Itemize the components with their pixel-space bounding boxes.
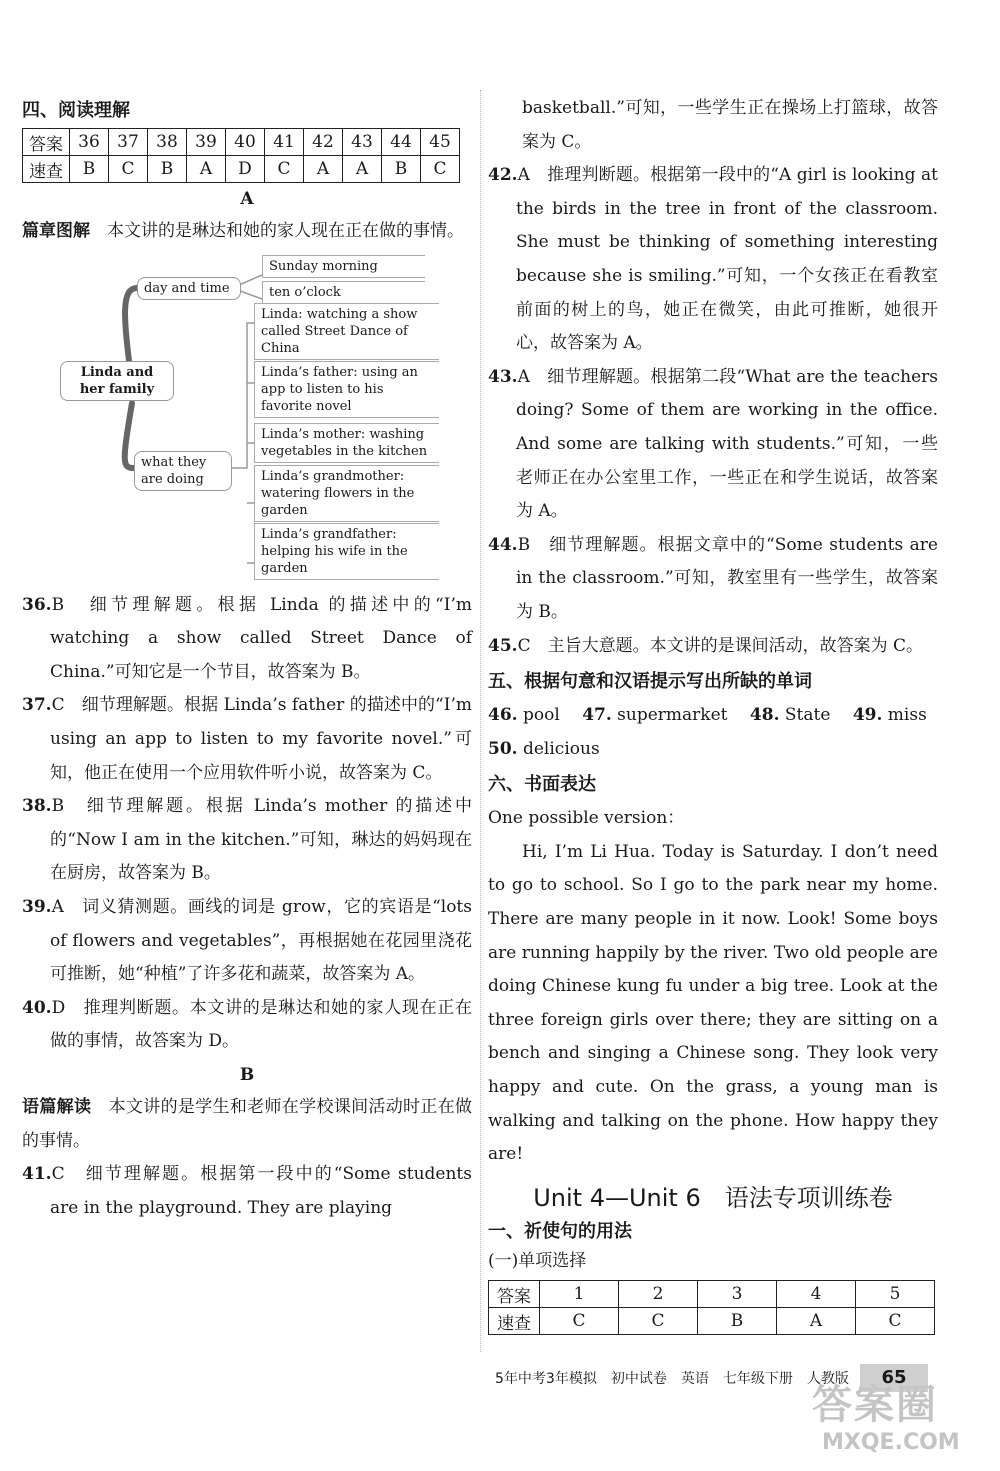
table-cell: C [265,156,304,183]
answer-text: C 细节理解题。根据 Linda’s father 的描述中的“I’m using an app to listen to my favorite novel.”可知，他正在使用一个应用软件听小说，故答案为 C。 [50,695,472,783]
answer-item-41-continued: basketball.”可知，一些学生正在操场上打篮球，故答案为 C。 [522,98,938,152]
table-cell: D [226,156,265,183]
table-cell: C [856,1308,935,1335]
question-number: 44. [488,534,518,555]
passage-b-intro [22,1091,472,1158]
table-cell: 4 [777,1281,856,1308]
mind-map-leaf: Linda’s grandmother: watering flowers in the garden [254,465,439,522]
question-number: 47. [582,705,612,726]
table-cell: 36 [70,129,109,156]
answer-item-41 [22,1158,472,1225]
vocab-answer: State [784,705,831,726]
answer-text: A 词义猜测题。画线的词是 grow，它的宾语是“lots of flowers and vegetables”，再根据她在花园里浇花可推断，她“种植”了许多花和蔬菜，故答案为 A。 [50,896,472,985]
page-number: 65 [860,1364,928,1392]
table-cell: 5 [856,1281,935,1308]
intro-text: 本文讲的是琳达和她的家人现在正在做的事情。 [107,221,464,241]
intro-label: 语篇解读 [22,1096,92,1117]
grammar-section-title: 一、祈使句的用法 [488,1220,632,1242]
mind-map-branch-time: day and time [137,277,241,300]
table-cell: 44 [382,129,421,156]
question-number: 36. [22,594,52,615]
unit-title: Unit 4—Unit 6 语法专项训练卷 [533,1183,893,1212]
table-cell: 37 [109,129,148,156]
answer-table-1-5 [488,1280,935,1335]
mind-map-leaf: Linda’s father: using an app to listen to his favorite novel [254,361,439,418]
table-row [489,1308,935,1335]
answer-item-39 [22,891,472,992]
question-number: 41. [22,1164,52,1185]
table-cell: A [304,156,343,183]
table-cell: B [70,156,109,183]
answer-item-44 [488,529,938,630]
table-cell: A [777,1308,856,1335]
answer-text: A 细节理解题。根据第二段“What are the teachers doing? Some of them are working in the office. And some are talking with students.”可知，一些老师正在办公室里工作，一些正在和学生说话，故答案为 A。 [516,366,938,522]
question-number: 45. [488,635,518,656]
question-number: 46. [488,705,518,726]
sub-section-title: (一)单项选择 [488,1250,587,1271]
table-cell: A [187,156,226,183]
answer-text: B 细节理解题。根据文章中的“Some students are in the classroom.”可知，教室里有一些学生，故答案为 B。 [516,534,938,622]
table-cell: B [382,156,421,183]
table-row [23,129,460,156]
table-cell: 43 [343,129,382,156]
mind-map [22,253,472,583]
table-cell: 3 [698,1281,777,1308]
answer-item-37 [22,689,472,790]
answer-text: B 细节理解题。根据 Linda 的描述中的“I’m watching a show called Street Dance of China.”可知它是一个节目，故答案为 B。 [50,594,472,682]
table-cell: 38 [148,129,187,156]
watermark-logo [812,1380,997,1468]
vocab-answer: miss [887,705,927,726]
answer-item-42 [488,159,938,361]
table-header-cell: 答案 [23,129,70,156]
question-number: 42. [488,165,518,186]
table-cell: C [540,1308,619,1335]
table-cell: C [109,156,148,183]
table-cell: 1 [540,1281,619,1308]
left-column [22,92,472,1225]
question-number: 48. [749,705,780,726]
answer-item-40 [22,992,472,1059]
question-number: 39. [22,896,52,917]
mind-map-leaf: ten o’clock [262,281,425,304]
table-cell: B [698,1308,777,1335]
mind-map-leaf: Linda’s grandfather: helping his wife in the garden [254,523,439,580]
answer-text: B 细节理解题。根据 Linda’s mother 的描述中的“Now I am in the kitchen.”可知，琳达的妈妈现在在厨房，故答案为 B。 [50,796,472,884]
answer-table-36-45 [22,128,460,183]
question-number: 38. [22,796,52,817]
table-row [489,1281,935,1308]
section-title-writing: 六、书面表达 [488,774,596,796]
intro-text: 本文讲的是学生和老师在学校课间活动时正在做的事情。 [22,1096,473,1151]
answer-text: C 细节理解题。根据第一段中的“Some students are in the playground. They are playing [50,1164,472,1218]
table-row [23,156,460,183]
table-cell: 42 [304,129,343,156]
watermark-text: 答案圈 [812,1382,938,1428]
question-number: 50. [488,738,518,759]
table-cell: B [148,156,187,183]
answer-item-43 [488,361,938,529]
table-header-cell: 答案 [489,1281,540,1308]
section-title-reading: 四、阅读理解 [22,100,130,121]
table-cell: C [619,1308,698,1335]
table-cell: 2 [619,1281,698,1308]
question-number: 40. [22,997,52,1018]
mind-map-root: Linda and her family [60,361,174,401]
watermark-url: MXQE.COM [822,1430,960,1455]
intro-label: 篇章图解 [22,221,90,241]
table-header-cell: 速查 [23,156,70,183]
question-number: 49. [852,705,883,726]
table-header-cell: 速查 [489,1308,540,1335]
book-info: 5年中考3年模拟 初中试卷 英语 七年级下册 人教版 [495,1371,849,1387]
vocab-answer: pool [522,705,560,726]
vocab-answer: delicious [522,738,600,759]
sample-essay: Hi, I’m Li Hua. Today is Saturday. I don’t need to go to school. So I go to the park near my home. There are many people in it now. Look! Some boys are running happily by the river. Two old people are doing Chinese kung fu under a big tree. Look at the three foreign girls over there; they are sitting on a bench and singing a Chinese song. They look very happy and cute. On the grass, a young man is walking and talking on the phone. How happy they are! [488,841,938,1165]
answer-item-36 [22,589,472,690]
passage-a-intro [22,215,472,249]
table-cell: 41 [265,129,304,156]
answer-text: D 推理判断题。本文讲的是琳达和她的家人现在正在做的事情，故答案为 D。 [50,997,472,1052]
mind-map-leaf: Sunday morning [262,255,425,278]
right-column [488,92,938,1341]
mind-map-leaf: Linda’s mother: washing vegetables in the kitchen [254,423,439,463]
mind-map-leaf: Linda: watching a show called Street Dance of China [254,303,439,360]
version-label: One possible version： [488,808,685,829]
vocab-answers-line2 [488,733,938,767]
mind-map-branch-doing: what they are doing [134,451,232,491]
column-divider [480,90,482,1352]
question-number: 43. [488,366,518,387]
table-cell: A [343,156,382,183]
table-cell: 45 [421,129,460,156]
table-cell: C [421,156,460,183]
passage-b-label: B [239,1064,255,1085]
answer-text: C 主旨大意题。本文讲的是课间活动，故答案为 C。 [517,635,923,656]
table-cell: 39 [187,129,226,156]
answer-item-38 [22,790,472,891]
answer-item-45 [488,630,938,664]
answer-text: A 推理判断题。根据第一段中的“A girl is looking at the birds in the tree in front of the classroom. She must be thinking of something interesting because she is smiling.”可知，一个女孩正在看教室前面的树上的鸟，她正在微笑，由此可推断，她很开心，故答案为 A。 [516,165,938,354]
table-cell: 40 [226,129,265,156]
vocab-answer: supermarket [617,705,728,726]
passage-a-label: A [240,189,254,209]
section-title-vocabulary: 五、根据句意和汉语提示写出所缺的单词 [488,671,812,693]
vocab-answers-line1 [488,699,938,733]
question-number: 37. [22,695,52,716]
